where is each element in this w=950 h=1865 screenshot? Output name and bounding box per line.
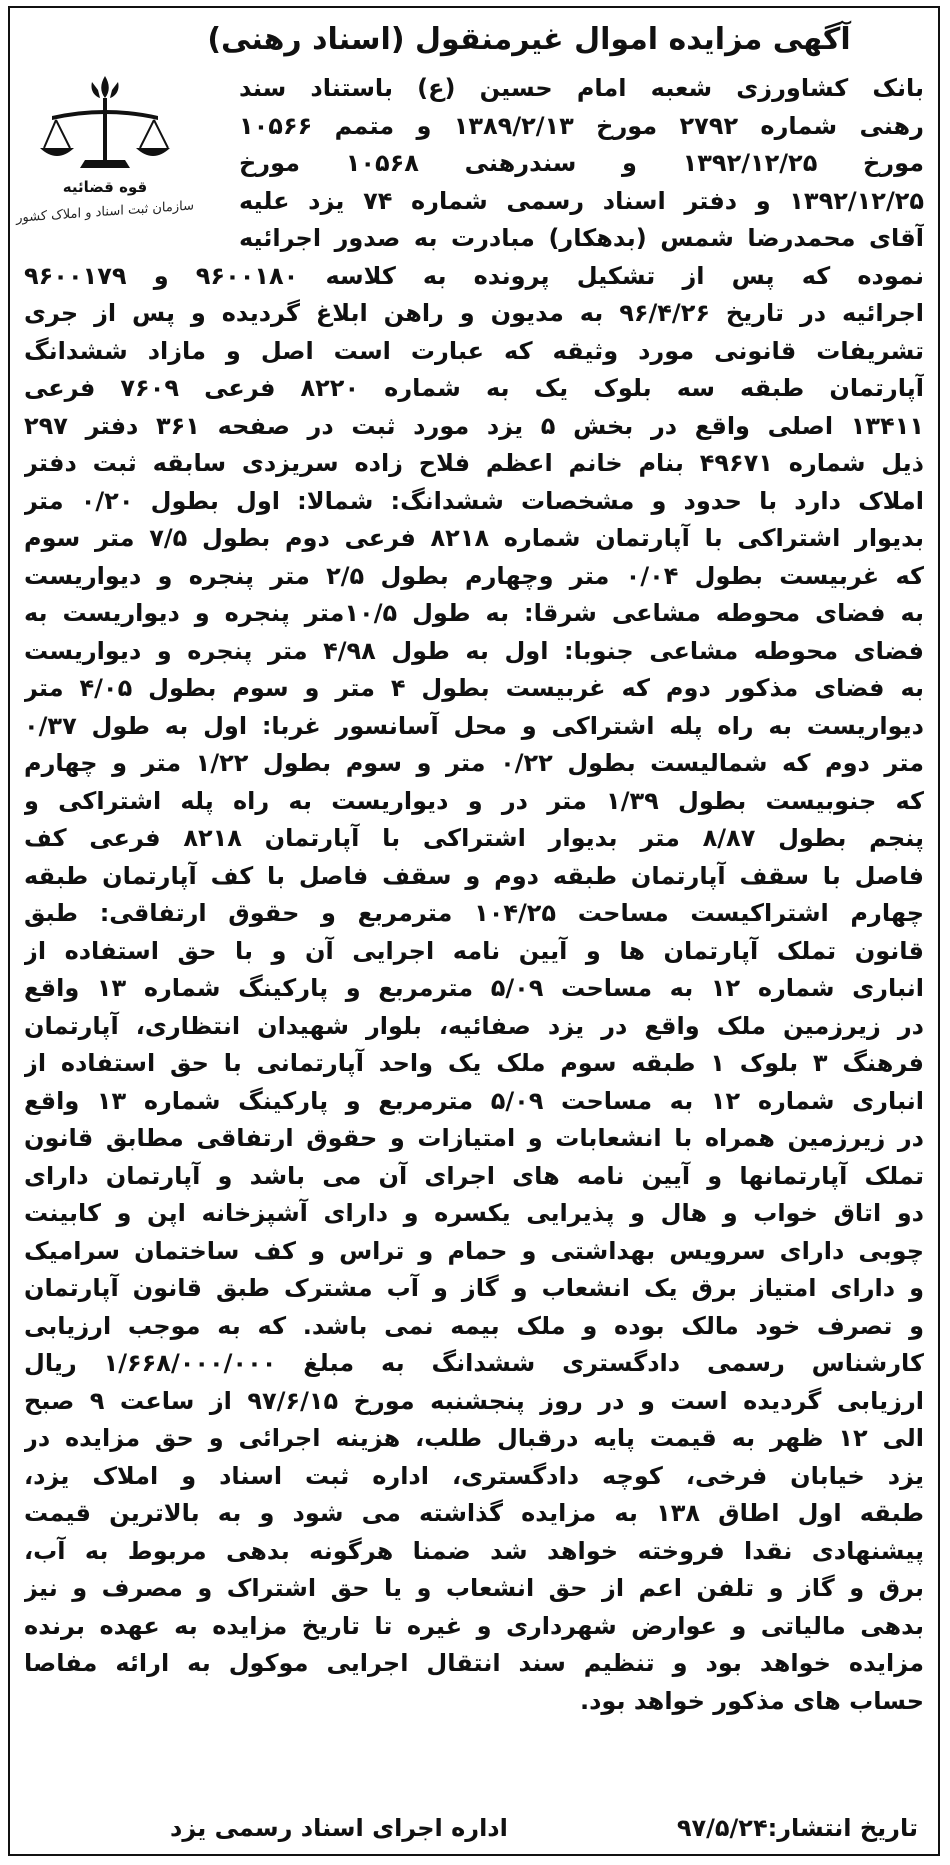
body-line: به فضای محوطه مشاعی شرقا: به طول ۱۰/۵متر پنجره و دیواریست به — [24, 599, 924, 627]
judiciary-label: قوه قضائیه — [62, 178, 148, 196]
registry-organization-caption: سازمان ثبت اسناد و املاک کشور — [16, 198, 194, 226]
body-line: به فضای مذکور دوم که غربیست بطول ۴ متر و سوم بطول ۴/۰۵ متر — [24, 674, 924, 702]
body-line: تملک آپارتمانها و آیین نامه های اجرای آن می باشد و آپارتمان دارای — [24, 1161, 924, 1190]
body-line: ذیل شماره ۴۹۶۷۱ بنام خانم اعظم فلاح زاده سریزدی سابقه ثبت دفتر — [24, 449, 924, 477]
body-line: املاک دارد با حدود و مشخصات ششدانگ: شمالا: اول بطول ۰/۲۰ متر — [24, 486, 924, 515]
body-line: که جنوبیست بطول ۱/۳۹ متر در و دیواریست به راه پله اشتراکی و — [24, 786, 924, 815]
publish-date: تاریخ انتشار:۹۷/۵/۲۴ — [676, 1814, 918, 1842]
body-line: برق و گاز و تلفن اعم از حق انشعاب و یا حق اشتراک و مصرف و نیز — [24, 1574, 924, 1602]
body-line: چوبی دارای سرویس بهداشتی و حمام و تراس و کف ساختمان سرامیک — [24, 1236, 924, 1265]
body-line: نموده که پس از تشکیل پرونده به کلاسه ۹۶۰۰۱۸۰ و ۹۶۰۰۱۷۹ — [24, 261, 924, 290]
body-line: در زیرزمین همراه با انشعابات و امتیازات و حقوق ارتفاقی مطابق قانون — [24, 1124, 924, 1152]
body-line: و تصرف خود مالک بوده و ملک بیمه نمی باشد. که به موجب ارزیابی — [24, 1311, 924, 1340]
body-line: آپارتمان طبقه سه بلوک یک به شماره ۸۲۲۰ فرعی ۷۶۰۹ فرعی — [24, 374, 924, 402]
body-line: بدهی مالیاتی و عوارض شهرداری و غیره تا تاریخ مزایده به عهده برنده — [24, 1611, 924, 1640]
notice-title: آگهی مزایده اموال غیرمنقول (اسناد رهنی) — [207, 22, 851, 57]
body-line: فرهنگ ۳ بلوک ۱ طبقه سوم ملک یک واحد آپارتمانی با حق استفاده از — [24, 1049, 924, 1077]
body-line: رهنی شماره ۲۷۹۲ مورخ ۱۳۸۹/۲/۱۳ و متمم ۱۰۵۶۶ — [239, 111, 924, 140]
body-line: در زیرزمین ملک واقع در یزد صفائیه، بلوار شهیدان انتظاری، آپارتمان — [24, 1011, 924, 1040]
body-line: که غربیست بطول ۰/۰۴ متر وچهارم بطول ۲/۵ متر پنجره و دیواریست — [24, 561, 924, 590]
body-line: بدیوار اشتراکی با آپارتمان شماره ۸۲۱۸ فرعی دوم بطول ۷/۵ متر سوم — [24, 524, 924, 552]
body-line: انباری شماره ۱۲ به مساحت ۵/۰۹ مترمربع و پارکینگ شماره ۱۳ واقع — [24, 1086, 924, 1115]
body-line: اجرائیه در تاریخ ۹۶/۴/۲۶ به مدیون و راهن ابلاغ گردیده و پس از جری — [24, 299, 924, 327]
body-line: بانک کشاورزی شعبه امام حسین (ع) باستناد سند — [239, 74, 924, 102]
body-line: ارزیابی گردیده است و در روز پنجشنبه مورخ ۹۷/۶/۱۵ از ساعت ۹ صبح — [24, 1386, 924, 1415]
body-line: قانون تملک آپارتمان ها و آیین نامه اجرایی آن و با حق استفاده از — [24, 936, 924, 965]
body-last-line: حساب های مذکور خواهد بود. — [579, 1686, 924, 1715]
body-line: تشریفات قانونی مورد وثیقه که عبارت است اصل و مازاد ششدانگ — [24, 336, 924, 365]
body-line: پیشنهادی نقدا فروخته خواهد شد ضمنا هرگونه بدهی مربوط به آب، — [24, 1536, 924, 1565]
body-line: دیواریست به راه پله اشتراکی و محل آسانسور غربا: اول به طول ۰/۳۷ — [24, 711, 924, 740]
body-line: انباری شماره ۱۲ به مساحت ۵/۰۹ مترمربع و پارکینگ شماره ۱۳ واقع — [24, 974, 924, 1002]
body-line: چهارم اشتراکیست مساحت ۱۰۴/۲۵ مترمربع و حقوق ارتفاقی: طبق — [24, 899, 924, 927]
body-line: دو اتاق خواب و هال و پذیرایی یکسره و دارای آشپزخانه اپن و کابینت — [24, 1199, 924, 1227]
body-line: طبقه اول اطاق ۱۳۸ به مزایده گذاشته می شود و به بالاترین قیمت — [24, 1499, 924, 1527]
body-line: مورخ ۱۳۹۲/۱۲/۲۵ و سندرهنی ۱۰۵۶۸ مورخ — [239, 149, 924, 177]
body-line: الی ۱۲ ظهر به قیمت پایه درقبال طلب، هزینه اجرائی و حق مزایده در — [24, 1424, 924, 1452]
body-line: ۱۳۹۲/۱۲/۲۵ و دفتر اسناد رسمی شماره ۷۴ یزد علیه — [239, 186, 924, 215]
body-line: فضای محوطه مشاعی جنوبا: اول به طول ۴/۹۸ متر پنجره و دیواریست — [24, 636, 924, 665]
notice-page — [8, 6, 940, 1856]
notice-body — [16, 70, 924, 1720]
issuing-office: اداره اجرای اسناد رسمی یزد — [170, 1814, 508, 1842]
body-line: یزد خیابان فرخی، کوچه دادگستری، اداره ثبت اسناد و املاک یزد، — [24, 1461, 924, 1490]
body-line: آقای محمدرضا شمس (بدهکار) مبادرت به صدور اجرائیه — [239, 224, 924, 252]
body-line: متر دوم که شمالیست بطول ۰/۲۲ متر و سوم بطول ۱/۲۲ متر و چهارم — [24, 749, 924, 777]
body-line: کارشناس رسمی دادگستری ششدانگ به مبلغ ۱/۶۶۸/۰۰۰/۰۰۰ ریال — [24, 1349, 924, 1377]
body-line: پنجم بطول ۸/۸۷ متر بدیوار اشتراکی با آپارتمان ۸۲۱۸ فرعی کف — [24, 824, 924, 852]
body-line: ۱۳۴۱۱ اصلی واقع در بخش ۵ یزد مورد ثبت در صفحه ۳۶۱ دفتر ۲۹۷ — [24, 411, 924, 440]
notice-footer — [30, 1808, 918, 1848]
body-line: و دارای امتیاز برق یک انشعاب و گاز و آب مشترک طبق قانون آپارتمان — [24, 1274, 924, 1302]
body-line: فاصل با سقف آپارتمان طبقه دوم و سقف فاصل با کف آپارتمان طبقه — [24, 861, 924, 890]
body-line: مزایده خواهد بود و تنظیم سند انتقال اجرایی موکول به ارائه مفاصا — [24, 1649, 924, 1677]
